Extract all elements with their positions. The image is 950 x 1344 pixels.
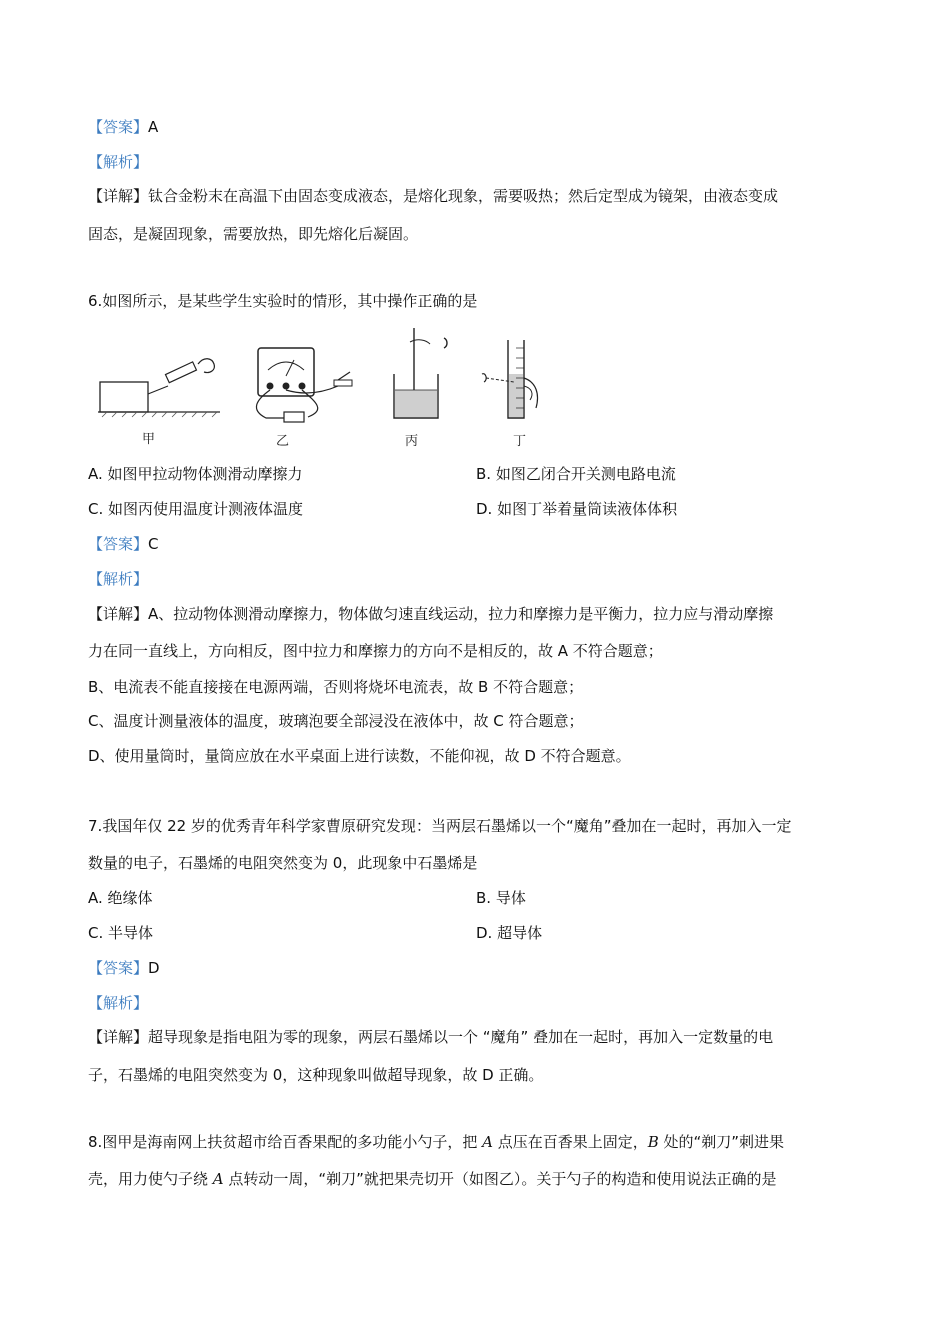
- q5-detail-line2: 固态，是凝固现象，需要放热，即先熔化后凝固。: [88, 225, 419, 243]
- answer-value: A: [148, 118, 159, 136]
- q5-answer-line: [88, 117, 158, 137]
- q6-option-a: A. 如图甲拉动物体测滑动摩擦力: [88, 465, 303, 483]
- q6-detail-line4: C、温度计测量液体的温度，玻璃泡要全部浸没在液体中，故 C 符合题意；: [88, 712, 584, 730]
- detail-text: A、拉动物体测滑动摩擦力，物体做匀速直线运动，拉力和摩擦力是平衡力，拉力应与滑动摩擦: [148, 605, 774, 623]
- q6-option-d: D. 如图丁举着量筒读液体体积: [476, 500, 678, 518]
- figure-label-bing: 丙: [405, 434, 419, 449]
- detail-text: 钛合金粉末在高温下由固态变成液态，是熔化现象，需要吸热；然后定型成为镜架，由液态变成: [148, 187, 779, 205]
- detail-tag: 【详解】: [88, 605, 149, 623]
- figure-bing-thermometer: [384, 326, 460, 426]
- q6-analysis-tag: 【解析】: [88, 570, 149, 588]
- q7-option-c: C. 半导体: [88, 924, 154, 942]
- q6-option-b: B. 如图乙闭合开关测电路电流: [476, 465, 676, 483]
- answer-value: C: [148, 535, 159, 553]
- detail-tag: 【详解】: [88, 1028, 149, 1046]
- q7-detail-line2: 子，石墨烯的电阻突然变为 0，这种现象叫做超导现象，故 D 正确。: [88, 1066, 544, 1084]
- question-text-c: 处的“剃刀”刺进果: [658, 1133, 785, 1151]
- q6-detail-line2: 力在同一直线上，方向相反，图中拉力和摩擦力的方向不是相反的，故 A 不符合题意；: [88, 642, 663, 660]
- q7-answer-line: [88, 958, 160, 978]
- answer-tag: 【答案】: [88, 959, 149, 977]
- figure-ding-cylinder: [478, 334, 548, 426]
- answer-value: D: [148, 959, 160, 977]
- question-text-a: 图甲是海南网上扶贫超市给百香果配的多功能小勺子，把: [102, 1133, 483, 1151]
- question-number: 8.: [88, 1133, 103, 1151]
- point-a-label-2: A: [212, 1170, 224, 1188]
- figure-label-yi: 乙: [276, 434, 290, 449]
- q7-analysis-tag: 【解析】: [88, 994, 149, 1012]
- q6-detail-line5: D、使用量筒时，量筒应放在水平桌面上进行读数，不能仰视，故 D 不符合题意。: [88, 747, 631, 765]
- q7-detail-line1: [88, 1027, 773, 1047]
- q5-analysis-tag: 【解析】: [88, 153, 149, 171]
- point-a-label: A: [482, 1133, 493, 1151]
- figure-label-jia: 甲: [142, 432, 156, 447]
- q6-answer-line: [88, 534, 159, 554]
- q7-stem-line2: 数量的电子，石墨烯的电阻突然变为 0，此现象中石墨烯是: [88, 854, 478, 872]
- question-text-b: 点压在百香果上固定，: [492, 1133, 648, 1151]
- q7-option-a: A. 绝缘体: [88, 889, 153, 907]
- question-number: 6.: [88, 292, 103, 310]
- point-b-label: B: [647, 1133, 659, 1151]
- detail-tag: 【详解】: [88, 187, 149, 205]
- figure-jia-friction: [98, 350, 223, 420]
- q7-option-d: D. 超导体: [476, 924, 543, 942]
- q7-option-b: B. 导体: [476, 889, 526, 907]
- figure-yi-ammeter: [246, 340, 358, 426]
- q6-stem: [88, 291, 477, 311]
- q6-option-c: C. 如图丙使用温度计测液体温度: [88, 500, 304, 518]
- q6-detail-line3: B、电流表不能直接接在电源两端，否则将烧坏电流表，故 B 不符合题意；: [88, 678, 584, 696]
- q8-stem-line2: [88, 1169, 776, 1189]
- q8-stem-line1: [88, 1132, 784, 1152]
- question-number: 7.: [88, 817, 103, 835]
- q7-stem-line1: [88, 816, 791, 836]
- detail-text: 超导现象是指电阻为零的现象，两层石墨烯以一个 “魔角” 叠加在一起时，再加入一定数量的电: [148, 1028, 774, 1046]
- figure-label-ding: 丁: [513, 434, 527, 449]
- q6-detail-line1: [88, 604, 773, 624]
- answer-tag: 【答案】: [88, 535, 149, 553]
- question-text-e: 点转动一周，“剃刀”就把果壳切开（如图乙）。关于勺子的构造和使用说法正确的是: [223, 1170, 777, 1188]
- question-text: 我国年仅 22 岁的优秀青年科学家曹原研究发现：当两层石墨烯以一个“魔角”叠加在一起时，再加入一定: [102, 817, 792, 835]
- question-text-d: 壳，用力使勺子绕: [88, 1170, 213, 1188]
- answer-tag: 【答案】: [88, 118, 149, 136]
- q5-detail-line1: [88, 186, 778, 206]
- question-text: 如图所示，是某些学生实验时的情形，其中操作正确的是: [102, 292, 478, 310]
